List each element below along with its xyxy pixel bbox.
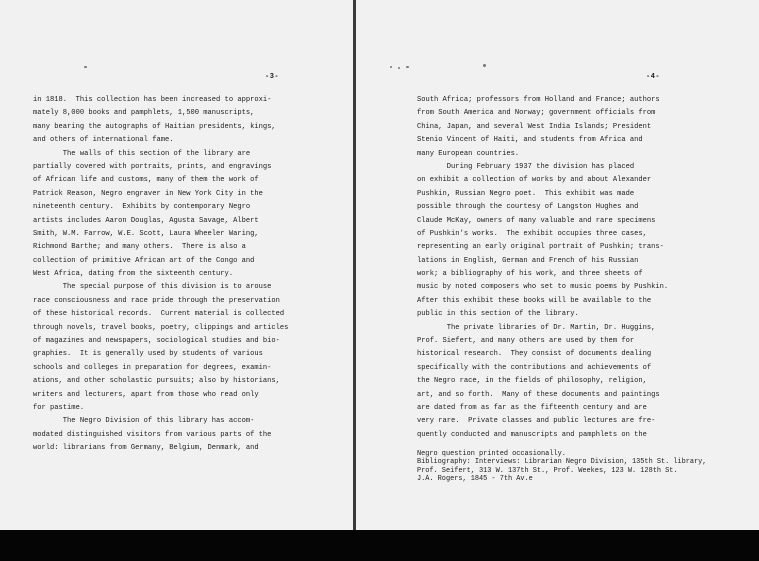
text-line: of magazines and newspapers, sociological studies and bio- (33, 337, 280, 346)
text-line: collection of primitive African art of the Congo and (33, 256, 255, 265)
bibliography-line: J.A. Rogers, 1845 - 7th Av.e (417, 474, 533, 483)
text-line: After this exhibit these books will be available to the (417, 296, 652, 305)
text-line: partially covered with portraits, prints, and engravings (33, 162, 272, 171)
text-line: very rare. Private classes and public lectures are fre- (417, 417, 656, 426)
text-line: many bearing the autographs of Haitian presidents, kings, (33, 122, 276, 131)
text-line: The private libraries of Dr. Martin, Dr. Huggins, (417, 323, 656, 332)
text-line: The Negro Division of this library has accom- (33, 417, 255, 426)
right-page (356, 0, 759, 561)
text-line: work; a bibliography of his work, and three sheets of (417, 270, 643, 279)
text-line: and others of international fame. (33, 136, 174, 145)
text-line: lations in English, German and French of his Russian (417, 256, 639, 265)
text-line: Stenio Vincent of Haiti, and students from Africa and (417, 136, 643, 145)
text-line: race consciousness and race pride through the preservation (33, 296, 280, 305)
text-line: on exhibit a collection of works by and about Alexander (417, 176, 652, 185)
text-line: the Negro race, in the fields of philosophy, religion, (417, 377, 647, 386)
paper-speck (406, 66, 409, 68)
text-line: from South America and Norway; government officials from (417, 109, 656, 118)
text-line: modated distinguished visitors from various parts of the (33, 430, 272, 439)
typed-text-block (33, 94, 338, 456)
text-line: in 1818. This collection has been increased to approxi- (33, 96, 272, 104)
text-line: graphies. It is generally used by students of various (33, 350, 263, 359)
text-line: many European countries. (417, 149, 520, 158)
text-line: art, and so forth. Many of these documents and paintings (417, 390, 660, 399)
text-line: historical research. They consist of documents dealing (417, 350, 652, 359)
page-number: -4- (646, 73, 661, 81)
text-line: The special purpose of this division is to arouse (33, 283, 272, 292)
text-line: of African life and customs, many of them the work of (33, 176, 259, 185)
paper-speck (84, 66, 87, 68)
bibliography-line: Negro question printed occasionally. (417, 450, 566, 458)
text-line: writers and lecturers, apart from those who read only (33, 390, 259, 399)
text-line: artists includes Aaron Douglas, Agusta Savage, Albert (33, 216, 259, 225)
text-line: ations, and other scholastic pursuits; also by historians, (33, 377, 280, 386)
paper-speck (398, 67, 400, 69)
text-line: through novels, travel books, poetry, clippings and articles (33, 323, 289, 332)
paper-speck (390, 66, 392, 68)
text-line: During February 1937 the division has placed (417, 162, 635, 171)
text-line: specifically with the contributions and achievements of (417, 363, 652, 372)
page-number: -3- (265, 73, 280, 81)
text-line: of these historical records. Current material is collected (33, 310, 285, 319)
paper-speck (483, 64, 486, 67)
text-line: for pastime. (33, 403, 85, 412)
text-line: mately 8,000 books and pamphlets, 1,500 manuscripts, (33, 109, 255, 118)
text-line: Pushkin, Russian Negro poet. This exhibit was made (417, 189, 635, 198)
typed-text-block (417, 94, 752, 442)
scan-border (0, 530, 759, 561)
bibliography-line: Prof. Seifert, 313 W. 137th St., Prof. Weekes, 123 W. 128th St. (417, 466, 678, 475)
bibliography-note (417, 450, 752, 483)
text-line: schools and colleges in preparation for degrees, examin- (33, 363, 272, 372)
text-line: West Africa, dating from the sixteenth century. (33, 270, 234, 279)
text-line: possible through the courtesy of Langston Hughes and (417, 203, 639, 212)
left-page (0, 0, 353, 561)
text-line: public in this section of the library. (417, 310, 579, 319)
text-line: nineteenth century. Exhibits by contemporary Negro (33, 203, 251, 212)
text-line: Richmond Barthe; and many others. There is also a (33, 243, 246, 252)
text-line: China, Japan, and several West India Islands; President (417, 122, 652, 131)
text-line: South Africa; professors from Holland and France; authors (417, 96, 660, 104)
text-line: Patrick Reason, Negro engraver in New York City in the (33, 189, 263, 198)
bibliography-line: Bibliography: Interviews: Librarian Negro Division, 135th St. library, (417, 458, 707, 467)
text-line: world: librarians from Germany, Belgium, Denmark, and (33, 444, 259, 453)
text-line: The walls of this section of the library are (33, 149, 251, 158)
text-line: Smith, W.M. Farrow, W.E. Scott, Laura Wheeler Waring, (33, 229, 259, 238)
text-line: representing an early original portrait of Pushkin; trans- (417, 243, 664, 252)
text-line: quently conducted and manuscripts and pamphlets on the (417, 430, 647, 439)
text-line: Claude McKay, owners of many valuable and rare specimens (417, 216, 656, 225)
text-line: Prof. Siefert, and many others are used by them for (417, 337, 635, 346)
text-line: of Pushkin's works. The exhibit occupies three cases, (417, 229, 647, 238)
text-line: music by noted composers who set to music poems by Pushkin. (417, 283, 669, 292)
text-line: are dated from as far as the fifteenth century and are (417, 403, 647, 412)
